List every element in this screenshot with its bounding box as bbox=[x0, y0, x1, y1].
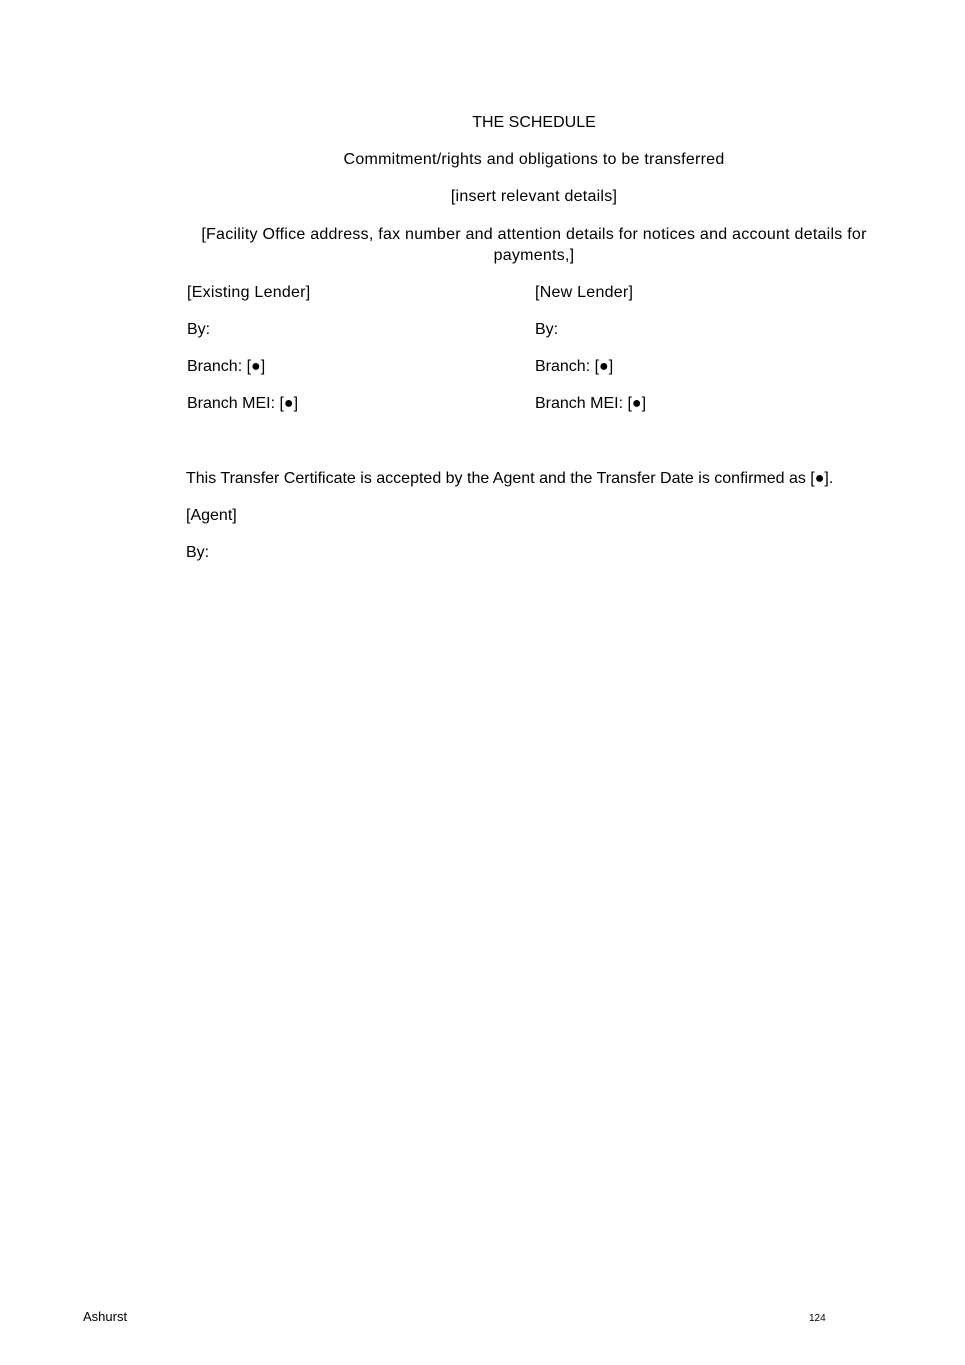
facility-office-details: [Facility Office address, fax number and attention details for notices and account details for payments,] bbox=[201, 226, 867, 264]
agent-by: By: bbox=[186, 544, 210, 561]
footer-firm-name: Ashurst bbox=[83, 1309, 128, 1324]
agent-name: [Agent] bbox=[186, 507, 237, 524]
existing-lender-by: By: bbox=[187, 321, 211, 338]
existing-lender-mei: Branch MEI: [●] bbox=[187, 395, 299, 412]
new-lender-mei: Branch MEI: [●] bbox=[535, 395, 647, 412]
schedule-title: THE SCHEDULE bbox=[472, 114, 596, 131]
schedule-subtitle: Commitment/rights and obligations to be transferred bbox=[343, 151, 725, 168]
footer-page-number: 124 bbox=[809, 1313, 826, 1324]
new-lender-branch: Branch: [●] bbox=[535, 358, 614, 375]
acceptance-statement: This Transfer Certificate is accepted by the Agent and the Transfer Date is confirmed as [●]. bbox=[186, 470, 834, 487]
existing-lender-branch: Branch: [●] bbox=[187, 358, 266, 375]
new-lender-by: By: bbox=[535, 321, 559, 338]
new-lender-name: [New Lender] bbox=[535, 284, 634, 301]
existing-lender-name: [Existing Lender] bbox=[187, 284, 311, 301]
insert-details: [insert relevant details] bbox=[450, 188, 618, 205]
